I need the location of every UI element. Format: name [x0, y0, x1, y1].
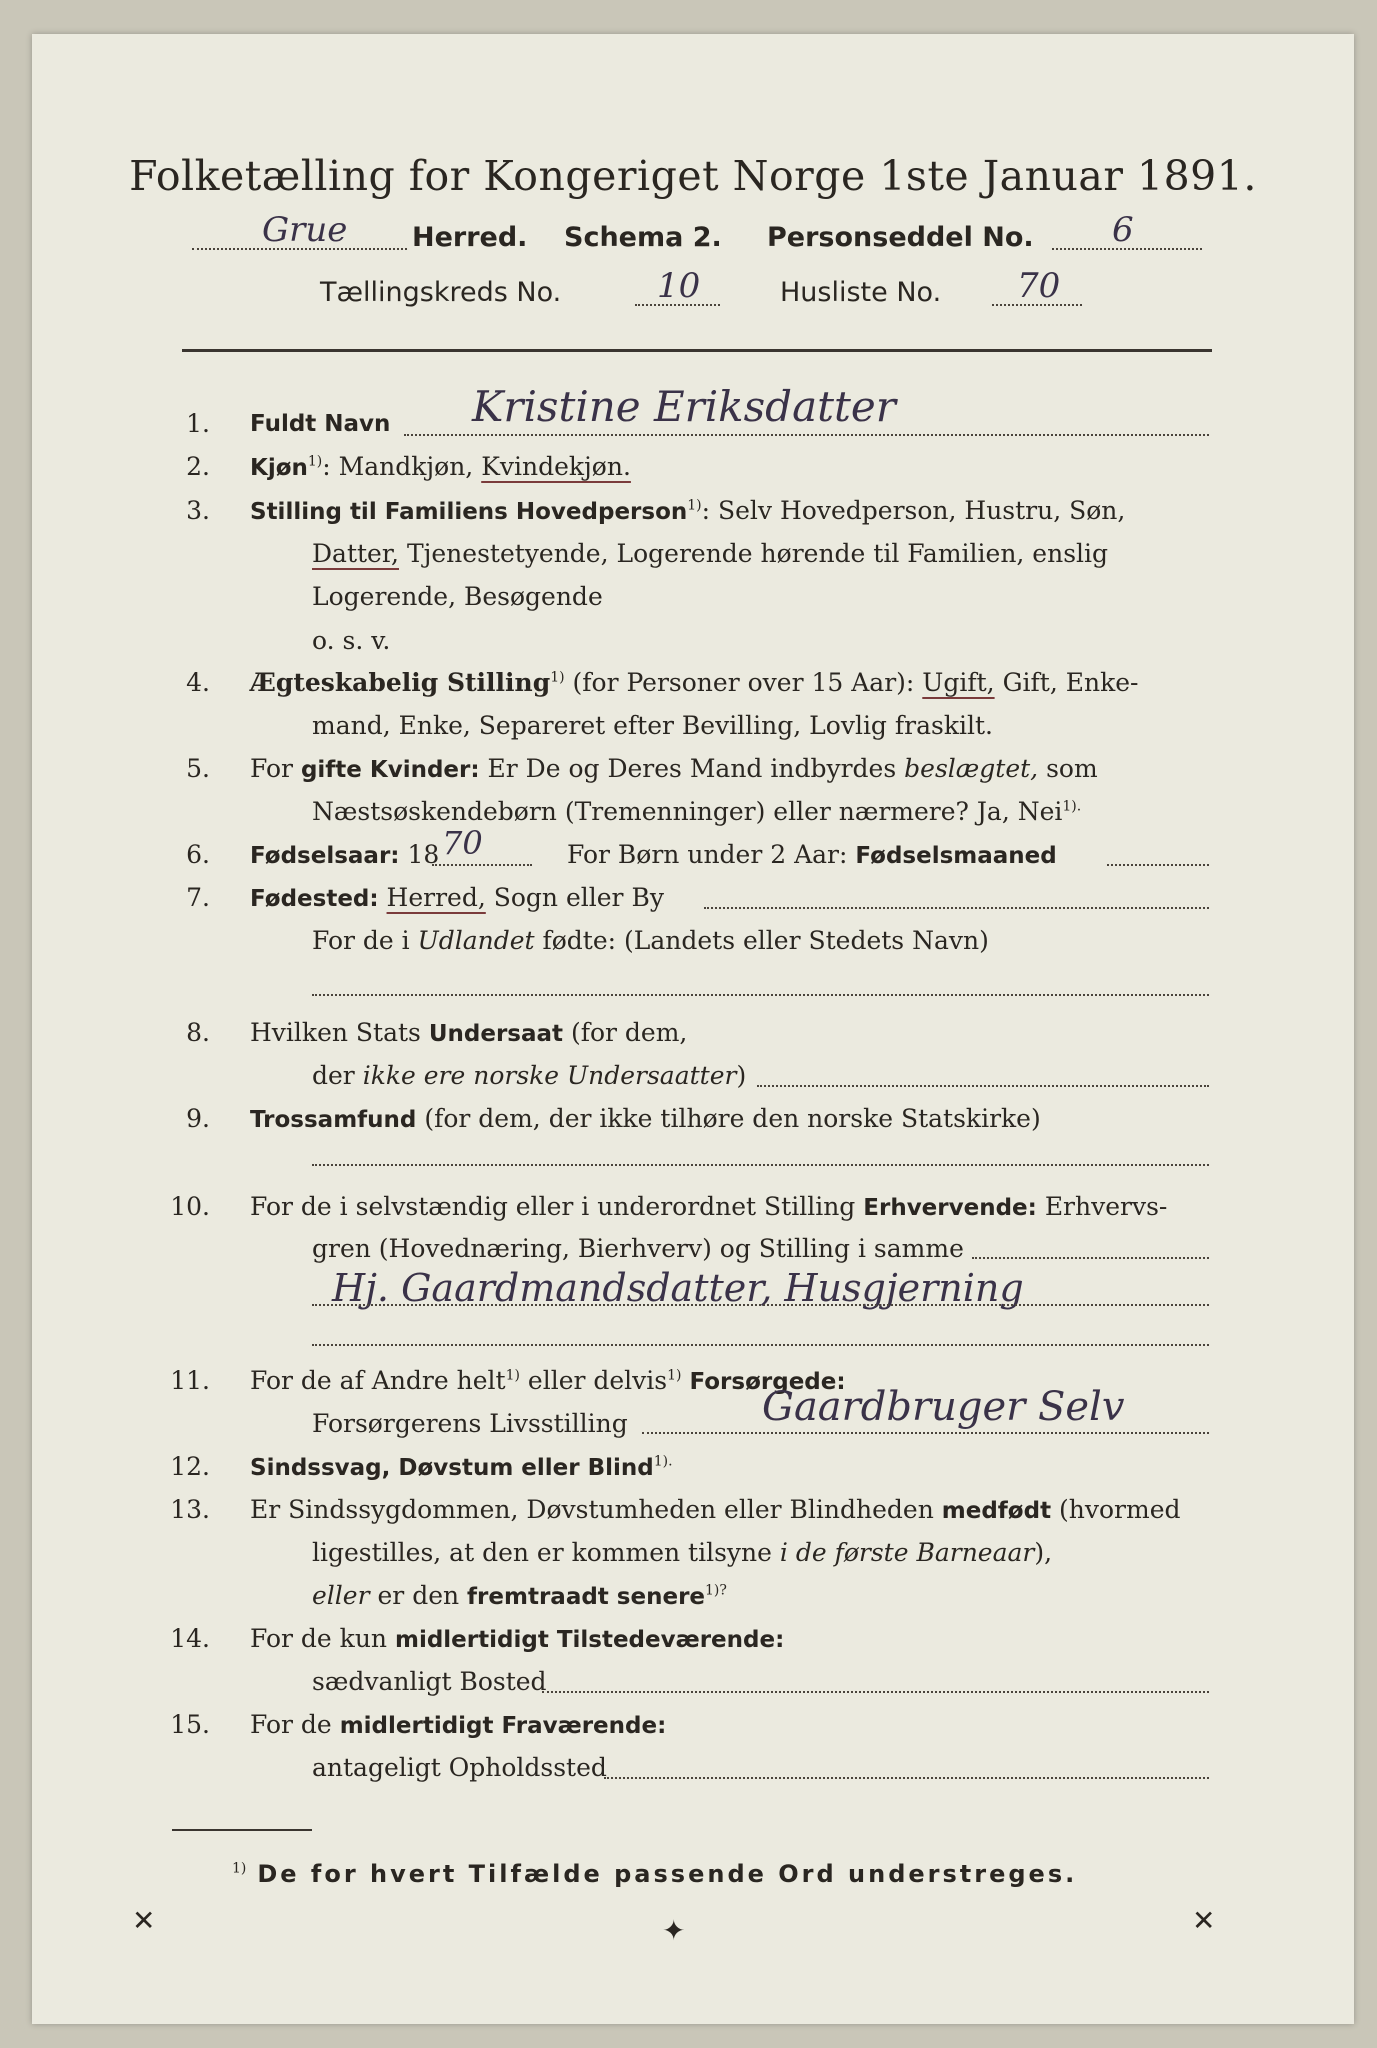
q4-number: 4. — [186, 668, 210, 697]
q15-dotted-line — [604, 1777, 1209, 1779]
q8-text1b: (for dem, — [570, 1018, 688, 1047]
q9-text: (for dem, der ikke tilhøre den norske Statskirke) — [424, 1104, 1041, 1133]
q3-line1 — [250, 496, 1125, 525]
q15-text1a: For de — [250, 1710, 332, 1739]
q13-italic: i de første Barneaar — [779, 1538, 1035, 1567]
q14-line2: sædvanligt Bosted — [312, 1667, 547, 1696]
q6-line-b — [567, 840, 1057, 869]
q10-dotted-line — [972, 1257, 1209, 1259]
q3-underlined: Datter, — [312, 539, 399, 568]
footnote-rule — [172, 1829, 312, 1831]
q2-text: : Mandkjøn, — [322, 452, 474, 481]
q6-dotted-line — [1107, 864, 1209, 866]
q13-text2b: ), — [1034, 1538, 1053, 1567]
q3-line4: o. s. v. — [312, 626, 391, 655]
q6-year-dots — [432, 864, 532, 866]
q14-line1 — [250, 1624, 784, 1653]
q7-text2a: For de i — [312, 926, 410, 955]
q5-line1 — [250, 754, 1098, 783]
q7-dotted-line2 — [312, 994, 1209, 996]
q14-dotted-line — [542, 1691, 1209, 1693]
q10-dotted-line2 — [312, 1304, 1209, 1306]
q8-number: 8. — [186, 1018, 210, 1047]
form-title: Folketælling for Kongeriget Norge 1ste Januar 1891. — [129, 152, 1257, 200]
q8-line2 — [312, 1061, 746, 1090]
q10-line1 — [250, 1192, 1167, 1221]
q7-italic: Udlandet — [417, 926, 535, 955]
q8-label: Undersaat — [428, 1021, 564, 1047]
q6-label2: Fødselsmaaned — [855, 843, 1057, 869]
q15-number: 15. — [170, 1710, 210, 1739]
q4-text1b: Gift, Enke- — [1002, 668, 1139, 697]
q13-italic2: eller — [312, 1581, 370, 1610]
q2-number: 2. — [186, 452, 210, 481]
q4-line1 — [250, 668, 1138, 697]
q1-number: 1. — [186, 409, 210, 438]
q13-sup: 1)? — [705, 1582, 727, 1599]
q7-line2 — [312, 926, 989, 955]
q8-text2a: der — [312, 1061, 355, 1090]
q4-sup: 1) — [550, 669, 565, 686]
q8-text2b: ) — [736, 1061, 747, 1090]
q5-text2: Næstsøskendebørn (Tremenninger) eller nærmere? Ja, Nei — [312, 797, 1063, 826]
q11-line2: Forsørgerens Livsstilling — [312, 1409, 628, 1438]
footnote-sup: 1) — [232, 1860, 247, 1877]
q4-text1a: (for Personer over 15 Aar): — [572, 668, 915, 697]
q7-dotted-line — [704, 907, 1209, 909]
taellingskreds-label: Tællingskreds No. — [320, 277, 562, 308]
census-form — [32, 34, 1354, 2024]
q13-line1 — [250, 1495, 1181, 1524]
q5-label: gifte Kvinder: — [300, 757, 480, 783]
q11-sup2: 1) — [667, 1367, 682, 1384]
q4-line2: mand, Enke, Separeret efter Bevilling, Lovlig fraskilt. — [312, 711, 993, 740]
q5-number: 5. — [186, 754, 210, 783]
q8-italic: ikke ere norske Undersaatter — [362, 1061, 737, 1090]
q6-number: 6. — [186, 840, 210, 869]
q7-number: 7. — [186, 883, 210, 912]
q14-text1a: For de kun — [250, 1624, 388, 1653]
q10-dotted-line3 — [312, 1344, 1209, 1346]
q1-label: Fuldt Navn — [250, 411, 391, 437]
q10-label: Erhvervende: — [863, 1195, 1037, 1221]
q3-text1: : Selv Hovedperson, Hustru, Søn, — [701, 496, 1126, 525]
q11-label: Forsørgede: — [689, 1369, 846, 1395]
q12-number: 12. — [170, 1452, 210, 1481]
q2-line — [250, 452, 631, 481]
q7-text2b: fødte: (Landets eller Stedets Navn) — [542, 926, 989, 955]
q2-sup: 1) — [307, 453, 323, 470]
q13-label2: fremtraadt senere — [467, 1584, 706, 1610]
q8-dotted-line — [757, 1085, 1209, 1087]
q12-label: Sindssvag, Døvstum eller Blind — [250, 1455, 654, 1481]
q4-label: Ægteskabelig Stilling — [250, 668, 551, 697]
q11-dotted-line — [642, 1432, 1209, 1434]
q7-underlined: Herred, — [386, 883, 486, 912]
q13-line2 — [312, 1538, 1052, 1567]
header-rule — [182, 349, 1212, 352]
q12-sup: 1). — [653, 1453, 673, 1470]
q1-name-handwritten: Kristine Eriksdatter — [472, 382, 896, 431]
q3-number: 3. — [186, 496, 210, 525]
q11-number: 11. — [170, 1366, 210, 1395]
q6-prefix: 18 — [407, 840, 440, 869]
q11-text1a: For de af Andre helt — [250, 1366, 506, 1395]
q2-label: Kjøn — [250, 455, 308, 481]
q13-number: 13. — [170, 1495, 210, 1524]
q1-dotted-line — [404, 434, 1209, 436]
husliste-label: Husliste No. — [780, 277, 942, 308]
herred-handwritten: Grue — [262, 210, 348, 250]
q12-line — [250, 1452, 673, 1481]
q15-label: midlertidigt Fraværende: — [339, 1713, 667, 1739]
personseddel-handwritten: 6 — [1112, 210, 1134, 250]
q15-line1 — [250, 1710, 666, 1739]
q8-text1a: Hvilken Stats — [250, 1018, 421, 1047]
q13-text2a: ligestilles, at den er kommen tilsyne — [312, 1538, 772, 1567]
q14-label: midlertidigt Tilstedeværende: — [394, 1627, 785, 1653]
husliste-handwritten: 70 — [1017, 266, 1061, 306]
q13-text1b: (hvormed — [1059, 1495, 1181, 1524]
q3-line2 — [312, 539, 1108, 568]
q10-text1b: Erhvervs- — [1044, 1192, 1168, 1221]
q6-label: Fødselsaar: — [250, 843, 400, 869]
taellingskreds-handwritten: 10 — [657, 266, 701, 306]
q9-dotted-line — [312, 1164, 1209, 1166]
q3-label: Stilling til Familiens Hovedperson — [250, 499, 688, 525]
q5-text1c: som — [1046, 754, 1098, 783]
q10-occupation-handwritten: Hj. Gaardmandsdatter, Husgjerning — [332, 1266, 1024, 1310]
q9-label: Trossamfund — [250, 1107, 417, 1133]
q9-line1 — [250, 1104, 1041, 1133]
q3-line3: Logerende, Besøgende — [312, 582, 603, 611]
registration-mark-center-icon: ✦ — [662, 1914, 686, 1947]
q11-supporter-handwritten: Gaardbruger Selv — [762, 1384, 1125, 1430]
q13-line3 — [312, 1581, 727, 1610]
q3-sup: 1) — [687, 497, 702, 514]
q13-text1a: Er Sindssygdommen, Døvstumheden eller Blindheden — [250, 1495, 934, 1524]
q3-text2: Tjenestetyende, Logerende hørende til Familien, enslig — [406, 539, 1109, 568]
schema-label: Schema 2. — [564, 222, 722, 253]
q7-line1 — [250, 883, 664, 912]
q13-label: medfødt — [941, 1498, 1052, 1524]
q10-text1a: For de i selvstændig eller i underordnet Stilling — [250, 1192, 856, 1221]
q13-text3a: er den — [377, 1581, 460, 1610]
footnote-text: De for hvert Tilfælde passende Ord understreges. — [257, 1860, 1078, 1888]
q5-italic: beslægtet, — [904, 754, 1039, 783]
q6-text: For Børn under 2 Aar: — [567, 840, 848, 869]
q5-text1a: For — [250, 754, 293, 783]
personseddel-label: Personseddel No. — [767, 222, 1034, 253]
q6-line — [250, 840, 439, 869]
q5-text1b: Er De og Deres Mand indbyrdes — [487, 754, 897, 783]
q10-number: 10. — [170, 1192, 210, 1221]
q10-line2: gren (Hovednæring, Bierhverv) og Stilling i samme — [312, 1234, 964, 1263]
registration-mark-left-icon: ✕ — [132, 1904, 156, 1937]
q8-line1 — [250, 1018, 687, 1047]
q15-line2: antageligt Opholdssted — [312, 1753, 607, 1782]
q5-line2 — [312, 797, 1081, 826]
q6-year-handwritten: 70 — [442, 824, 483, 862]
registration-mark-right-icon: ✕ — [1192, 1904, 1216, 1937]
q11-text1b: eller delvis — [527, 1366, 668, 1395]
q4-underlined: Ugift, — [922, 668, 995, 697]
herred-label: Herred. — [412, 222, 528, 253]
q14-number: 14. — [170, 1624, 210, 1653]
footnote — [232, 1859, 1077, 1888]
q5-sup: 1). — [1062, 798, 1082, 815]
q7-label: Fødested: — [250, 886, 379, 912]
q11-line1 — [250, 1366, 846, 1395]
q7-text1: Sogn eller By — [493, 883, 664, 912]
q11-sup1: 1) — [505, 1367, 520, 1384]
q9-number: 9. — [186, 1104, 210, 1133]
q2-underlined: Kvindekjøn. — [481, 452, 631, 481]
